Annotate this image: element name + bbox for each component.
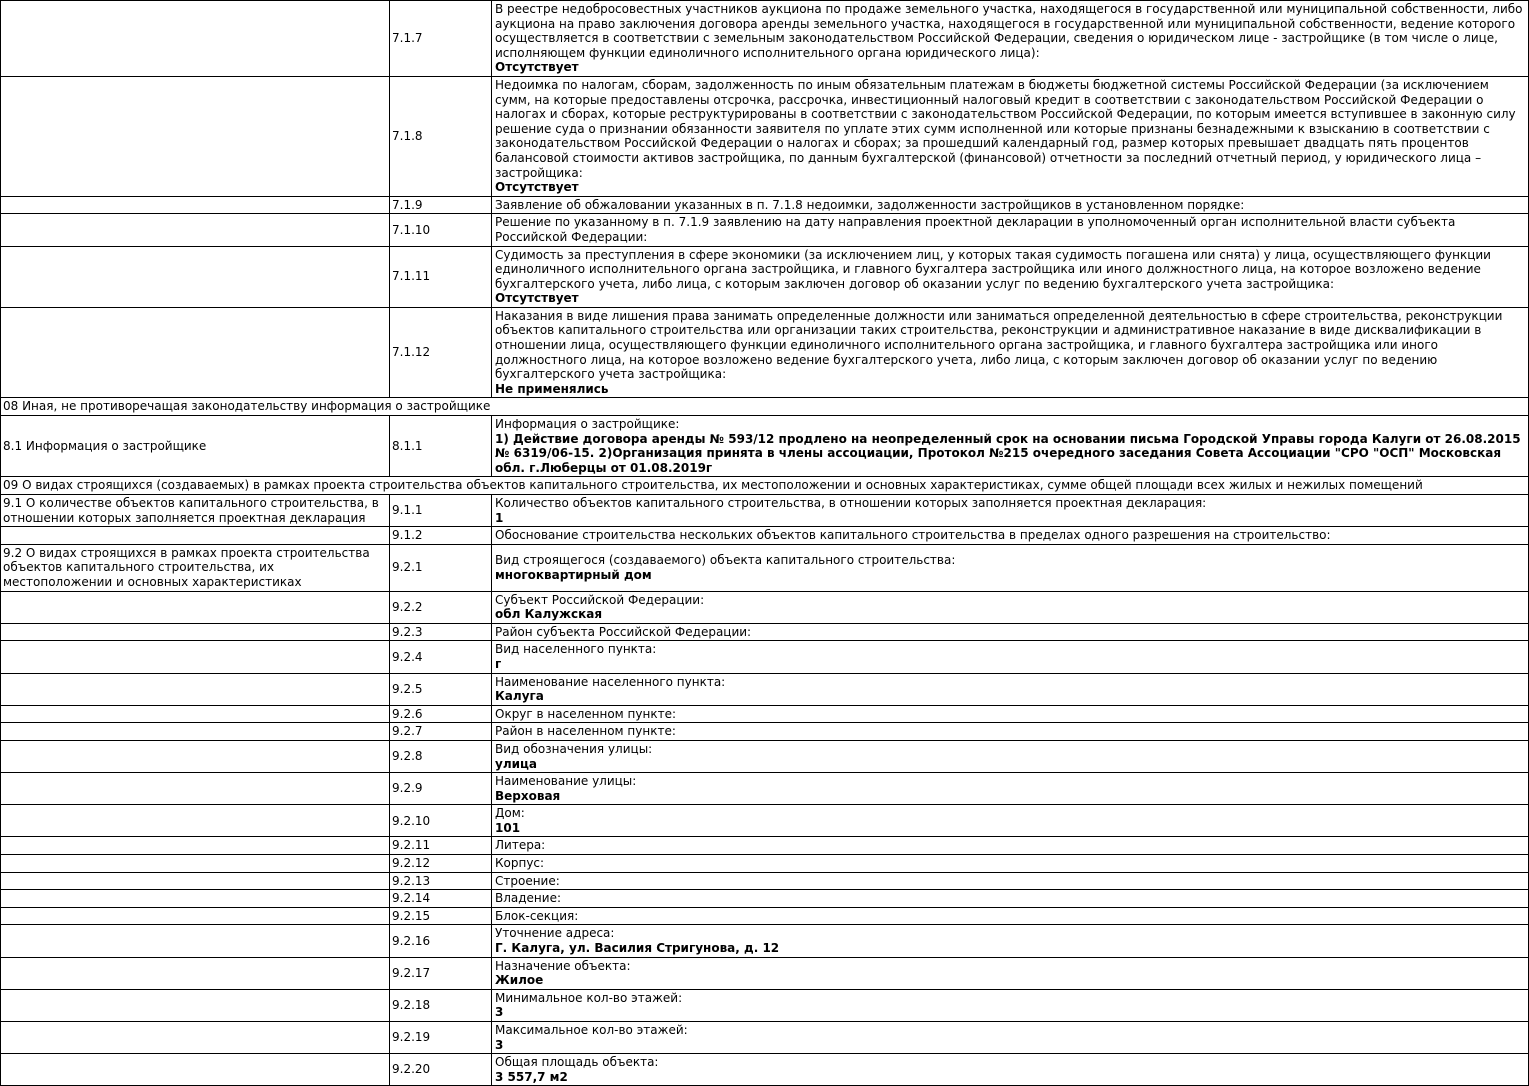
- item-value: улица: [495, 756, 538, 771]
- group-label-cell: [1, 307, 390, 398]
- item-content-cell: [492, 872, 1529, 890]
- item-label: Субъект Российской Федерации:: [495, 592, 705, 607]
- item-content-cell: [492, 641, 1529, 673]
- item-label: Наказания в виде лишения права занимать определенные должности или заниматься определенной деятельностью в сфере строительства, реконструкции объектов капитального строительства или организации таких строительства, реконструкции и административное наказание в виде дисквалификации в отношении лица, осуществляющего функции единоличного исполнительного органа застройщика, и главного бухгалтера застройщика или иного должностного лица, на которое возложено ведение бухгалтерского учета, либо лица, с которым заключен договор об оказании услуг по ведению бухгалтерского учета застройщика:: [495, 308, 1503, 382]
- item-value: обл Калужская: [495, 607, 603, 622]
- item-number: 8.1.1: [390, 416, 492, 477]
- item-number: 9.2.9: [390, 773, 492, 805]
- item-content-cell: [492, 837, 1529, 855]
- item-row: [1, 989, 1529, 1021]
- item-label: Максимальное кол-во этажей:: [495, 1023, 688, 1037]
- item-content-cell: [492, 495, 1529, 527]
- group-label-cell: [1, 925, 390, 957]
- group-label-cell: [1, 673, 390, 705]
- item-content-cell: [492, 196, 1529, 214]
- item-value: Отсутствует: [495, 291, 579, 306]
- item-label: Информация о застройщике:: [495, 417, 680, 432]
- item-number: 9.2.1: [390, 544, 492, 591]
- item-row: [1, 773, 1529, 805]
- group-label-cell: [1, 855, 390, 873]
- item-row: [1, 925, 1529, 957]
- item-label: Недоимка по налогам, сборам, задолженность по иным обязательным платежам в бюджеты бюджетной системы Российской Федерации (за исключением сумм, на которые предоставлены отсрочка, рассрочка, инвестиционный налоговый кредит в соответствии с законодательством Российской Федерации о налогах и сборах, которые реструктурированы в соответствии с законодательством Российской Федерации, по которым имеется вступившее в законную силу решение суда о признании обязанности заявителя по уплате этих сумм исполненной или которые признаны безнадежными к взысканию в соответствии с законодательством Российской Федерации о налогах и сборах; за прошедший календарный год, размер которых превышает двадцать пять процентов балансовой стоимости активов застройщика, по данным бухгалтерской (финансовой) отчетности за последний отчетный период, у юридического лица – застройщика:: [495, 77, 1516, 180]
- item-row: [1, 907, 1529, 925]
- item-row: [1, 307, 1529, 398]
- item-label: Минимальное кол-во этажей:: [495, 990, 683, 1005]
- item-number: 9.2.5: [390, 673, 492, 705]
- item-row: [1, 805, 1529, 837]
- group-label-cell: [1, 196, 390, 214]
- group-label-cell: [1, 1054, 390, 1086]
- item-number: 9.2.11: [390, 837, 492, 855]
- item-label: Общая площадь объекта:: [495, 1055, 659, 1070]
- group-label-cell: [1, 246, 390, 307]
- item-content-cell: [492, 307, 1529, 398]
- item-value: Калуга: [495, 689, 544, 704]
- item-row: [1, 416, 1529, 477]
- item-row: [1, 544, 1529, 591]
- item-content-cell: [492, 76, 1529, 196]
- item-number: 9.2.6: [390, 705, 492, 723]
- item-content-cell: [492, 705, 1529, 723]
- item-row: [1, 527, 1529, 545]
- item-label: Обоснование строительства нескольких объектов капитального строительства в пределах одного разрешения на строительство:: [495, 528, 1331, 543]
- item-row: [1, 623, 1529, 641]
- item-label: Литера:: [495, 838, 546, 853]
- group-label-cell: [1, 76, 390, 196]
- item-number: 7.1.10: [390, 214, 492, 246]
- item-value: многоквартирный дом: [495, 567, 652, 582]
- item-row: [1, 495, 1529, 527]
- item-content-cell: [492, 544, 1529, 591]
- item-label: Заявление об обжаловании указанных в п. 7.1.8 недоимки, задолженности застройщиков в установленном порядке:: [495, 197, 1245, 212]
- item-content-cell: [492, 723, 1529, 741]
- group-label-cell: [1, 591, 390, 623]
- item-row: [1, 740, 1529, 772]
- group-label-cell: [1, 837, 390, 855]
- group-label-cell: [1, 989, 390, 1021]
- item-value: 3: [495, 1037, 504, 1052]
- item-label: Вид строящегося (создаваемого) объекта капитального строительства:: [495, 553, 956, 568]
- group-label-cell: [1, 1022, 390, 1054]
- item-row: [1, 705, 1529, 723]
- item-content-cell: [492, 957, 1529, 989]
- item-number: 7.1.9: [390, 196, 492, 214]
- item-row: [1, 723, 1529, 741]
- item-label: Район в населенном пункте:: [495, 724, 676, 739]
- item-label: Количество объектов капитального строительства, в отношении которых заполняется проектная декларация:: [495, 496, 1207, 510]
- item-value: 3 557,7 м2: [495, 1069, 568, 1084]
- item-row: [1, 957, 1529, 989]
- section-header-row: [1, 398, 1529, 416]
- item-row: [1, 1022, 1529, 1054]
- item-label: Наименование улицы:: [495, 774, 637, 789]
- item-row: [1, 214, 1529, 246]
- item-content-cell: [492, 805, 1529, 837]
- item-content-cell: [492, 527, 1529, 545]
- item-number: 7.1.11: [390, 246, 492, 307]
- group-label-cell: [1, 1, 390, 77]
- item-number: 9.2.15: [390, 907, 492, 925]
- item-label: Дом:: [495, 806, 525, 821]
- group-label-cell: [1, 805, 390, 837]
- item-content-cell: [492, 1054, 1529, 1086]
- group-label-cell: [1, 740, 390, 772]
- item-value: 1) Действие договора аренды № 593/12 продлено на неопределенный срок на основании письма Городской Управы города Калуги от 26.08.2015 № 6319/06-15. 2)Организация принята в члены ассоциации, Протокол №215 очередного заседания Совета Ассоциации "СРО "ОСП" Московская обл. г.Люберцы от 01.08.2019г: [495, 431, 1521, 475]
- item-row: [1, 196, 1529, 214]
- item-row: [1, 855, 1529, 873]
- item-number: 9.2.13: [390, 872, 492, 890]
- group-label-cell: [1, 641, 390, 673]
- item-label: Наименование населенного пункта:: [495, 674, 726, 689]
- item-number: 9.2.8: [390, 740, 492, 772]
- group-label-cell: [1, 705, 390, 723]
- item-label: Район субъекта Российской Федерации:: [495, 624, 752, 639]
- item-content-cell: [492, 623, 1529, 641]
- item-content-cell: [492, 246, 1529, 307]
- item-label: Вид обозначения улицы:: [495, 741, 653, 756]
- item-label: Решение по указанному в п. 7.1.9 заявлению на дату направления проектной декларации в уполномоченный орган исполнительной власти субъекта Российской Федерации:: [495, 215, 1456, 244]
- item-value: 1: [495, 510, 504, 525]
- item-label: Блок-секция:: [495, 908, 579, 923]
- declaration-table-body: [1, 1, 1529, 1086]
- group-label-cell: [1, 723, 390, 741]
- item-number: 9.2.7: [390, 723, 492, 741]
- item-row: [1, 1054, 1529, 1086]
- group-label-cell: 9.1 О количестве объектов капитального строительства, в отношении которых заполняется проектная декларация: [1, 495, 390, 527]
- item-content-cell: [492, 591, 1529, 623]
- item-row: [1, 673, 1529, 705]
- item-label: Вид населенного пункта:: [495, 642, 657, 657]
- item-label: Уточнение адреса:: [495, 926, 615, 941]
- item-number: 9.2.20: [390, 1054, 492, 1086]
- item-number: 9.2.12: [390, 855, 492, 873]
- item-content-cell: [492, 416, 1529, 477]
- item-value: Г. Калуга, ул. Василия Стригунова, д. 12: [495, 941, 780, 956]
- group-label-cell: [1, 907, 390, 925]
- item-content-cell: [492, 214, 1529, 246]
- item-number: 9.2.2: [390, 591, 492, 623]
- item-number: 9.1.1: [390, 495, 492, 527]
- item-value: Отсутствует: [495, 180, 579, 195]
- section-header-label: 09 О видах строящихся (создаваемых) в рамках проекта строительства объектов капитального строительства, их местоположении и основных характеристиках, сумме общей площади всех жилых и нежилых помещений: [1, 477, 1529, 495]
- group-label-cell: [1, 214, 390, 246]
- item-number: 7.1.8: [390, 76, 492, 196]
- group-label-cell: [1, 623, 390, 641]
- item-content-cell: [492, 855, 1529, 873]
- item-content-cell: [492, 925, 1529, 957]
- section-header-row: [1, 477, 1529, 495]
- group-label-cell: 9.2 О видах строящихся в рамках проекта строительства объектов капитального строительства, их местоположении и основных характеристиках: [1, 544, 390, 591]
- item-number: 7.1.7: [390, 1, 492, 77]
- item-value: Отсутствует: [495, 60, 579, 75]
- item-value: Верховая: [495, 788, 561, 803]
- item-label: Корпус:: [495, 856, 545, 871]
- item-row: [1, 76, 1529, 196]
- item-number: 7.1.12: [390, 307, 492, 398]
- group-label-cell: [1, 773, 390, 805]
- item-number: 9.2.4: [390, 641, 492, 673]
- item-value: г: [495, 656, 502, 671]
- item-label: Округ в населенном пункте:: [495, 706, 677, 721]
- item-number: 9.2.17: [390, 957, 492, 989]
- group-label-cell: [1, 957, 390, 989]
- group-label-cell: [1, 872, 390, 890]
- section-header-label: 08 Иная, не противоречащая законодательству информация о застройщике: [1, 398, 1529, 416]
- item-content-cell: [492, 673, 1529, 705]
- group-label-cell: [1, 890, 390, 908]
- item-content-cell: [492, 890, 1529, 908]
- group-label-cell: [1, 527, 390, 545]
- item-row: [1, 641, 1529, 673]
- item-row: [1, 837, 1529, 855]
- item-value: Жилое: [495, 973, 544, 988]
- item-label: Владение:: [495, 891, 562, 906]
- item-content-cell: [492, 773, 1529, 805]
- item-label: В реестре недобросовестных участников аукциона по продаже земельного участка, находящегося в государственной или муниципальной собственности, либо аукциона на право заключения договора аренды земельного участка, находящегося в государственной или муниципальной собственности, ведение которого осуществляется в соответствии с земельным законодательством Российской Федерации, сведения о юридическом лице - застройщике (в том числе о лице, исполняющем функции единоличного исполнительного органа юридического лица):: [495, 2, 1523, 60]
- item-number: 9.2.14: [390, 890, 492, 908]
- item-value: Не применялись: [495, 381, 609, 396]
- item-content-cell: [492, 907, 1529, 925]
- item-value: 101: [495, 820, 521, 835]
- item-label: Назначение объекта:: [495, 958, 631, 973]
- item-number: 9.2.3: [390, 623, 492, 641]
- item-row: [1, 1, 1529, 77]
- item-number: 9.1.2: [390, 527, 492, 545]
- item-row: [1, 890, 1529, 908]
- item-content-cell: [492, 740, 1529, 772]
- item-number: 9.2.16: [390, 925, 492, 957]
- item-content-cell: [492, 1, 1529, 77]
- item-value: 3: [495, 1005, 504, 1020]
- group-label-cell: 8.1 Информация о застройщике: [1, 416, 390, 477]
- item-label: Строение:: [495, 873, 560, 888]
- item-number: 9.2.18: [390, 989, 492, 1021]
- item-row: [1, 872, 1529, 890]
- item-number: 9.2.19: [390, 1022, 492, 1054]
- item-content-cell: [492, 989, 1529, 1021]
- item-number: 9.2.10: [390, 805, 492, 837]
- item-row: [1, 591, 1529, 623]
- item-row: [1, 246, 1529, 307]
- item-content-cell: [492, 1022, 1529, 1054]
- item-label: Судимость за преступления в сфере экономики (за исключением лиц, у которых такая судимость погашена или снята) у лица, осуществляющего функции единоличного исполнительного органа застройщика, и главного бухгалтера застройщика или иного должностного лица, на которое возложено ведение бухгалтерского учета, либо лица, с которым заключен договор об оказании услуг по ведению бухгалтерского учета застройщика:: [495, 247, 1491, 291]
